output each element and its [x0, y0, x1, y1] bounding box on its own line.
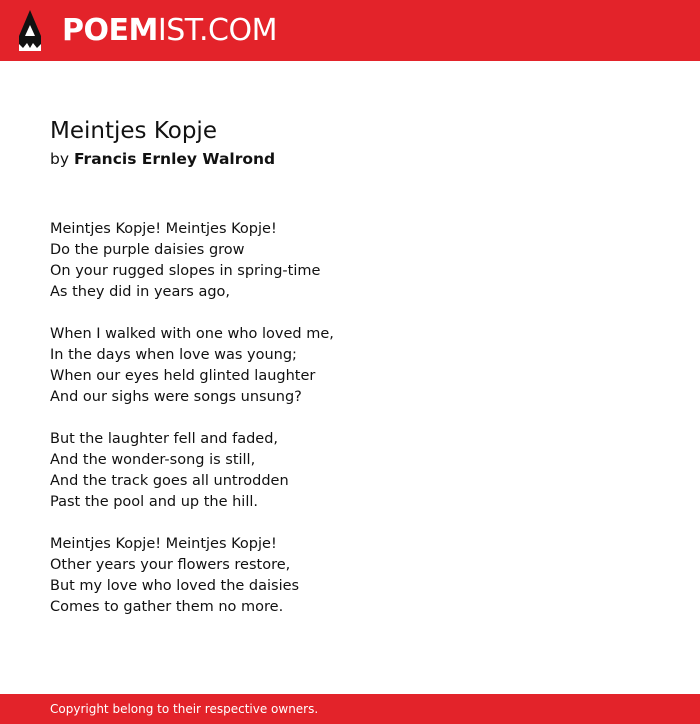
logo-text-bold: POEM: [62, 13, 158, 48]
poem-line: Meintjes Kopje! Meintjes Kopje!: [50, 536, 277, 552]
stanza: [50, 324, 650, 408]
copyright-notice: Copyright belong to their respective owners.: [50, 702, 319, 716]
poem-line: Comes to gather them no more.: [50, 599, 284, 615]
stanza: [50, 219, 650, 303]
poem-line: Past the pool and up the hill.: [50, 494, 258, 510]
byline-prefix: by: [50, 150, 70, 168]
stanza: [50, 429, 650, 513]
poem-line: But the laughter fell and faded,: [50, 431, 279, 447]
poem-line: When our eyes held glinted laughter: [50, 368, 316, 384]
poem-line: And our sighs were songs unsung?: [50, 389, 302, 405]
pencil-tip-icon: [17, 10, 43, 51]
poem-line: And the wonder-song is still,: [50, 452, 256, 468]
poem-line: On your rugged slopes in spring-time: [50, 263, 321, 279]
poem-byline: [50, 149, 275, 169]
logo-text-light: IST.COM: [157, 13, 277, 48]
poem-line: But my love who loved the daisies: [50, 578, 300, 594]
poem-line: As they did in years ago,: [50, 284, 231, 300]
poem-title: Meintjes Kopje: [50, 118, 217, 144]
poem-line: And the track goes all untrodden: [50, 473, 289, 489]
site-footer: [0, 694, 700, 724]
stanza: [50, 534, 650, 618]
poem-line: When I walked with one who loved me,: [50, 326, 334, 342]
site-logo[interactable]: [62, 12, 277, 50]
poem-line: Meintjes Kopje! Meintjes Kopje!: [50, 221, 277, 237]
poem-body: [50, 219, 650, 639]
poem-line: Do the purple daisies grow: [50, 242, 245, 258]
site-header: [0, 0, 700, 61]
poem-line: In the days when love was young;: [50, 347, 297, 363]
poem-author: Francis Ernley Walrond: [73, 150, 276, 168]
poem-line: Other years your flowers restore,: [50, 557, 291, 573]
